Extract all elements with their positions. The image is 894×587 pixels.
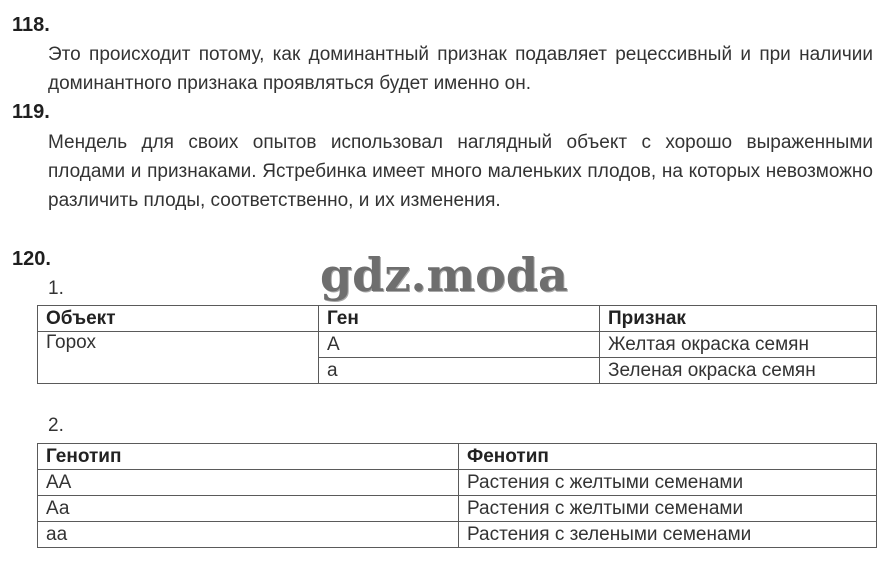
part-label-1: 1. (48, 278, 64, 299)
object-cell: Горох (38, 332, 319, 384)
object-gene-trait-table (37, 305, 877, 384)
answer-text-119: Мендель для своих опытов использовал наглядный объект с хорошо выраженными плодами и признаками. Ястребинка имеет много маленьких плодов, на которых невозможно различить плоды, соответственно, и их изменения. (48, 132, 873, 211)
site-watermark: gdz.moda (320, 248, 568, 302)
trait-cell: Желтая окраска семян (600, 332, 877, 358)
genotype-phenotype-table (37, 443, 877, 548)
trait-cell: Зеленая окраска семян (600, 358, 877, 384)
table-row (38, 522, 877, 548)
phenotype-cell: Растения с зелеными семенами (459, 522, 877, 548)
column-header-genotype: Генотип (38, 444, 459, 470)
column-header-trait: Признак (600, 306, 877, 332)
column-header-object: Объект (38, 306, 319, 332)
table-row (38, 496, 877, 522)
question-number-118: 118. (12, 14, 50, 36)
gene-cell: а (319, 358, 600, 384)
table-row (38, 332, 877, 358)
table-header-row (38, 444, 877, 470)
answer-text-118: Это происходит потому, как доминантный признак подавляет рецессивный и при наличии доминантного признака проявляться будет именно он. (48, 44, 873, 94)
genotype-cell: АА (38, 470, 459, 496)
gene-cell: А (319, 332, 600, 358)
column-header-gene: Ген (319, 306, 600, 332)
table-header-row (38, 306, 877, 332)
table-row (38, 470, 877, 496)
genotype-cell: аа (38, 522, 459, 548)
question-number-120: 120. (12, 248, 51, 270)
question-number-119: 119. (12, 101, 50, 123)
part-label-2: 2. (48, 415, 64, 436)
phenotype-cell: Растения с желтыми семенами (459, 470, 877, 496)
column-header-phenotype: Фенотип (459, 444, 877, 470)
genotype-cell: Аа (38, 496, 459, 522)
phenotype-cell: Растения с желтыми семенами (459, 496, 877, 522)
